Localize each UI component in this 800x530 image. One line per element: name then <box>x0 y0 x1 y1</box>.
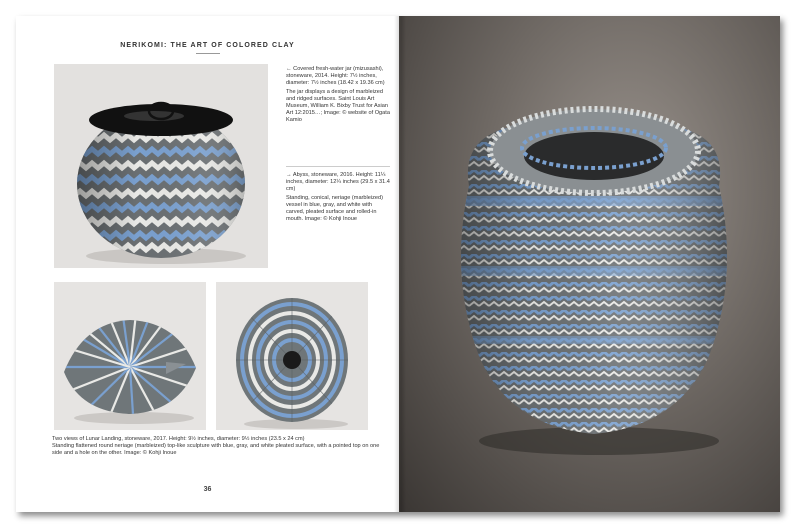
covered-jar-photo <box>54 64 268 268</box>
gutter-shadow <box>394 16 406 512</box>
caption-abyss-desc: Standing, conical, neriage (marbleized) vessel in blue, gray, and white with carved, pleated surface and rolled-in mouth. Image: © Kohji Inoue <box>286 195 384 222</box>
caption-lunar-landing <box>52 436 382 457</box>
left-page <box>16 16 399 512</box>
header-rule <box>196 53 220 54</box>
book-spread <box>16 16 780 512</box>
caption-abyss-title: → Abyss, stoneware, 2016. Height: 11¼ inches, diameter: 12¼ inches (29.5 x 31.4 cm) <box>286 172 390 192</box>
right-page-abyss-photo <box>399 16 780 512</box>
caption-abyss <box>286 172 390 223</box>
caption-lunar-landing-desc: Standing flattened round neriage (marbleized) top-like sculpture with blue, gray, and white pleated surface, with a pointed top on one side and a hole on the other. Image: © Kohji Inoue <box>52 443 380 456</box>
caption-divider <box>286 166 390 167</box>
running-head: NERIKOMI: THE ART OF COLORED CLAY <box>120 42 295 49</box>
page-number: 36 <box>203 486 212 493</box>
caption-covered-jar <box>286 66 390 124</box>
lunar-landing-photo-1 <box>54 282 206 430</box>
lunar-landing-photo-2 <box>216 282 368 430</box>
caption-lunar-landing-title: Two views of Lunar Landing, stoneware, 2017. Height: 9½ inches, diameter: 9½ inches (23.5 x 24 cm) <box>52 436 305 442</box>
caption-covered-jar-title: ← Covered fresh-water jar (mizusashi), stoneware, 2014. Height: 7½ inches, diameter: 7½ inches (18.42 x 19.36 cm) <box>286 66 385 86</box>
abyss-vessel-image <box>399 16 780 512</box>
caption-covered-jar-desc: The jar displays a design of marbleized and ridged surfaces. Saint Louis Art Museum, William K. Bixby Trust for Asian Art 12:2015…; Image: © website of Ogata Kamio <box>286 89 390 123</box>
